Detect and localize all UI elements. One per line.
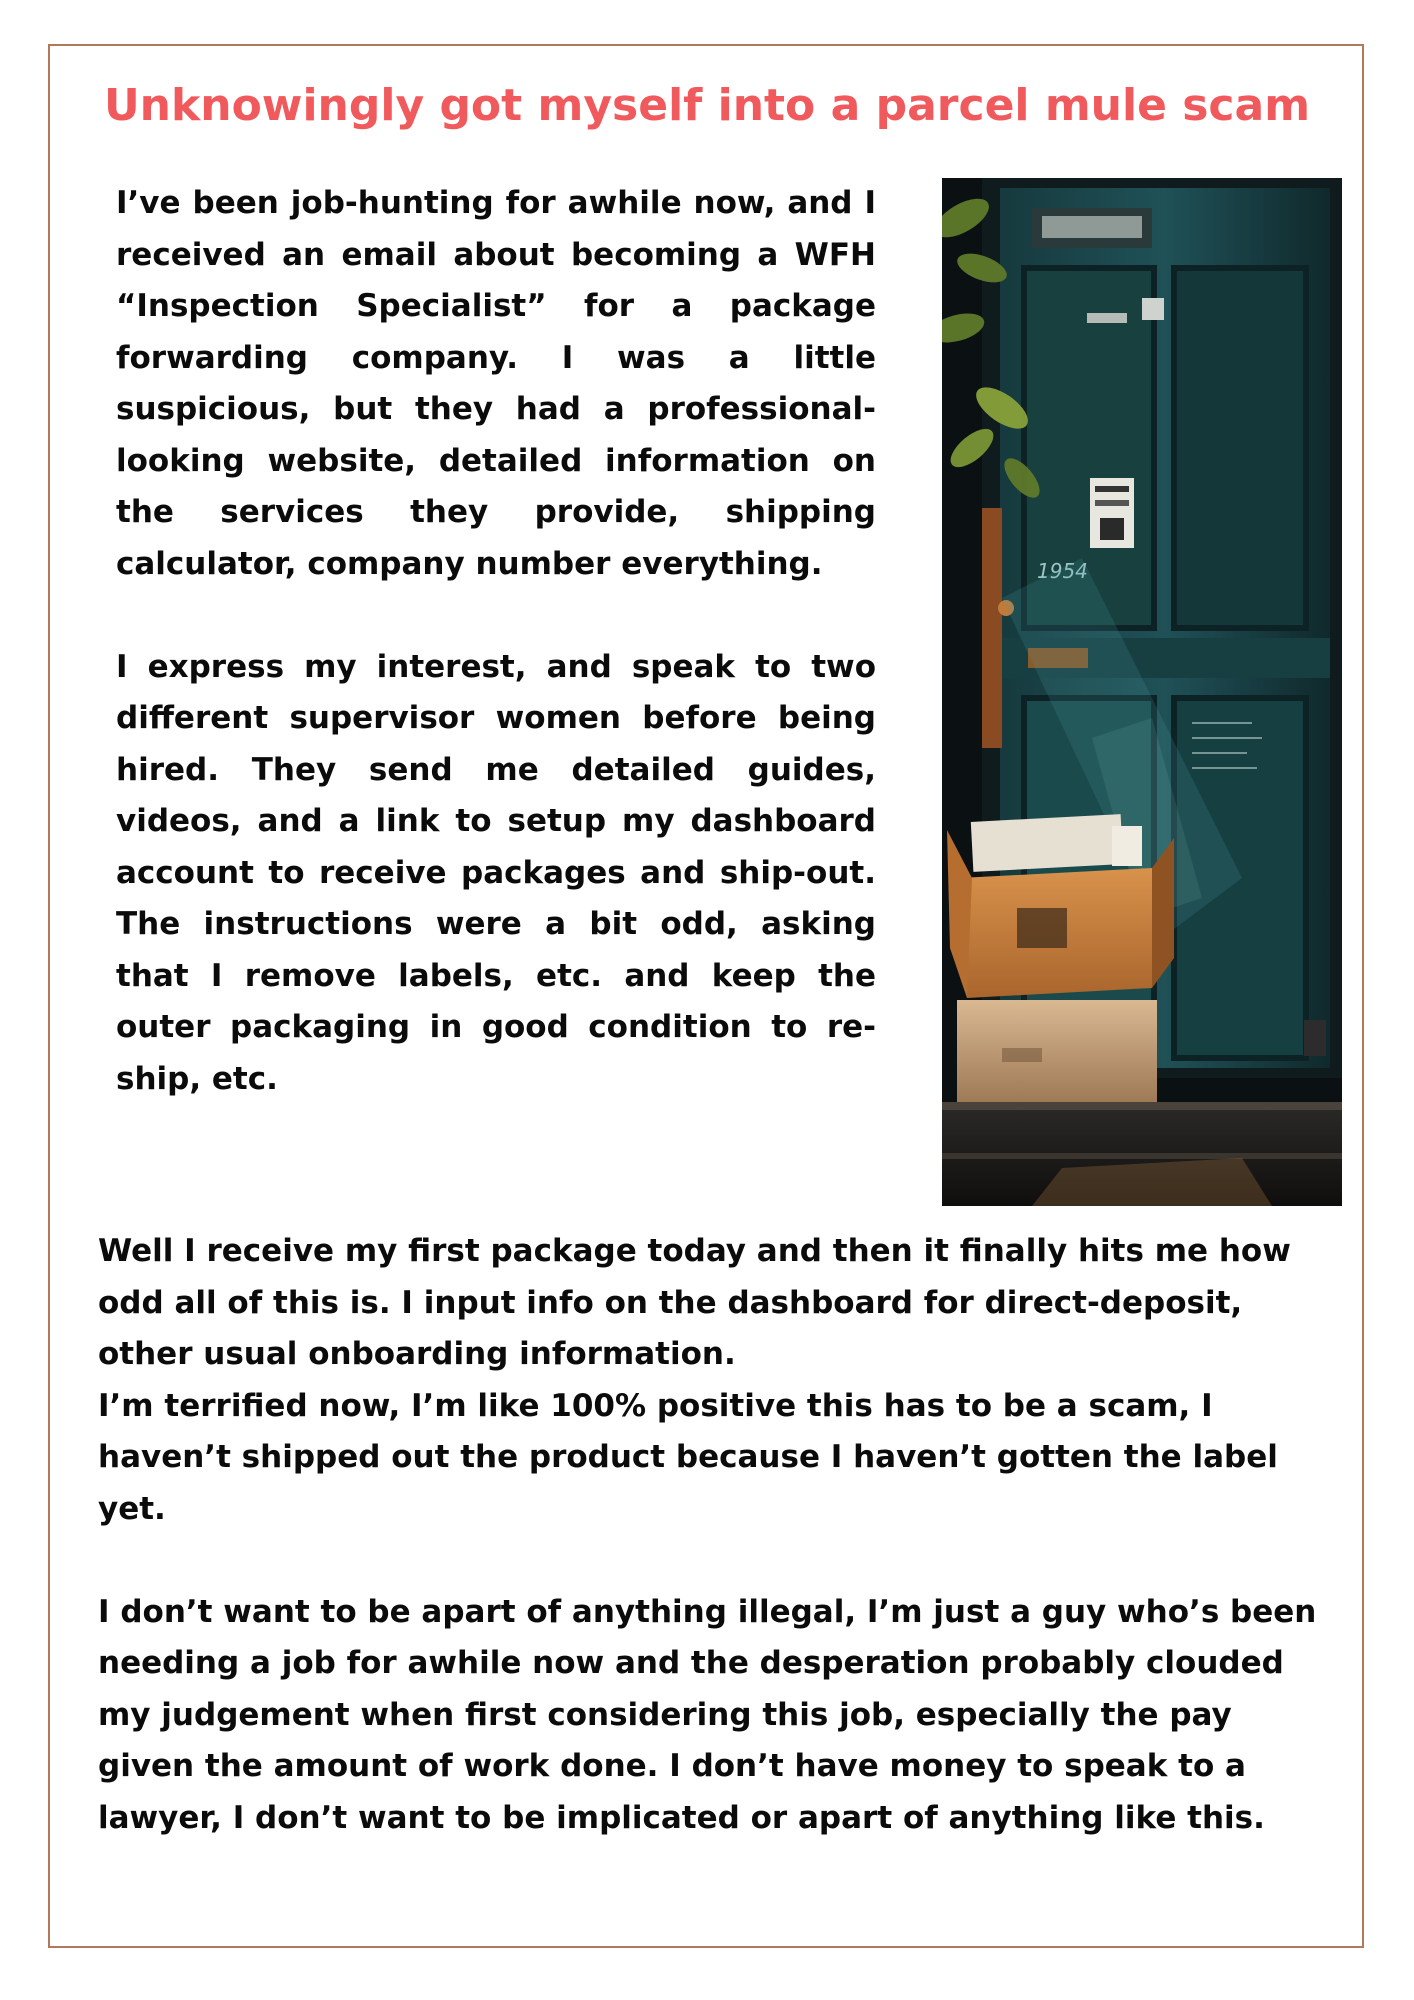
door-number: 1954 — [1037, 559, 1088, 583]
door-packages-illustration — [942, 178, 1342, 1206]
paragraph-3: Well I receive my first package today and then it finally hits me how odd all of this is. I input info on the dashboard for direct-deposit, other usual onboarding information. — [98, 1233, 1291, 1372]
paragraph-1: I’ve been job-hunting for awhile now, and I received an email about becoming a WFH “Inspection Specialist” for a package forwarding company. I was a little suspicious, but they had a professional-looking website, detailed information on the services they provide, shipping calculator, company number everything. — [116, 185, 876, 582]
paragraph-5: I don’t want to be apart of anything illegal, I’m just a guy who’s been needing a job for awhile now and the desperation probably clouded my judgement when first considering this job, especially the pay given the amount of work done. I don’t have money to speak to a lawyer, I don’t want to be implicated or apart of anything like this. — [98, 1593, 1317, 1836]
page-title: Unknowingly got myself into a parcel mule scam — [103, 80, 1311, 131]
paragraph-4: I’m terrified now, I’m like 100% positive this has to be a scam, I haven’t shipped out the product because I haven’t gotten the label yet. — [98, 1387, 1278, 1527]
intro-column — [116, 178, 876, 1105]
paragraph-2: I express my interest, and speak to two different supervisor women before being hired. They send me detailed guides, videos, and a link to setup my dashboard account to receive packages and ship-out. The instructions were a bit odd, asking that I remove labels, etc. and keep the outer packaging in good condition to re-ship, etc. — [116, 648, 876, 1097]
package-closed — [957, 1000, 1157, 1102]
door-packages-photo — [942, 178, 1342, 1206]
main-story — [98, 1226, 1328, 1844]
